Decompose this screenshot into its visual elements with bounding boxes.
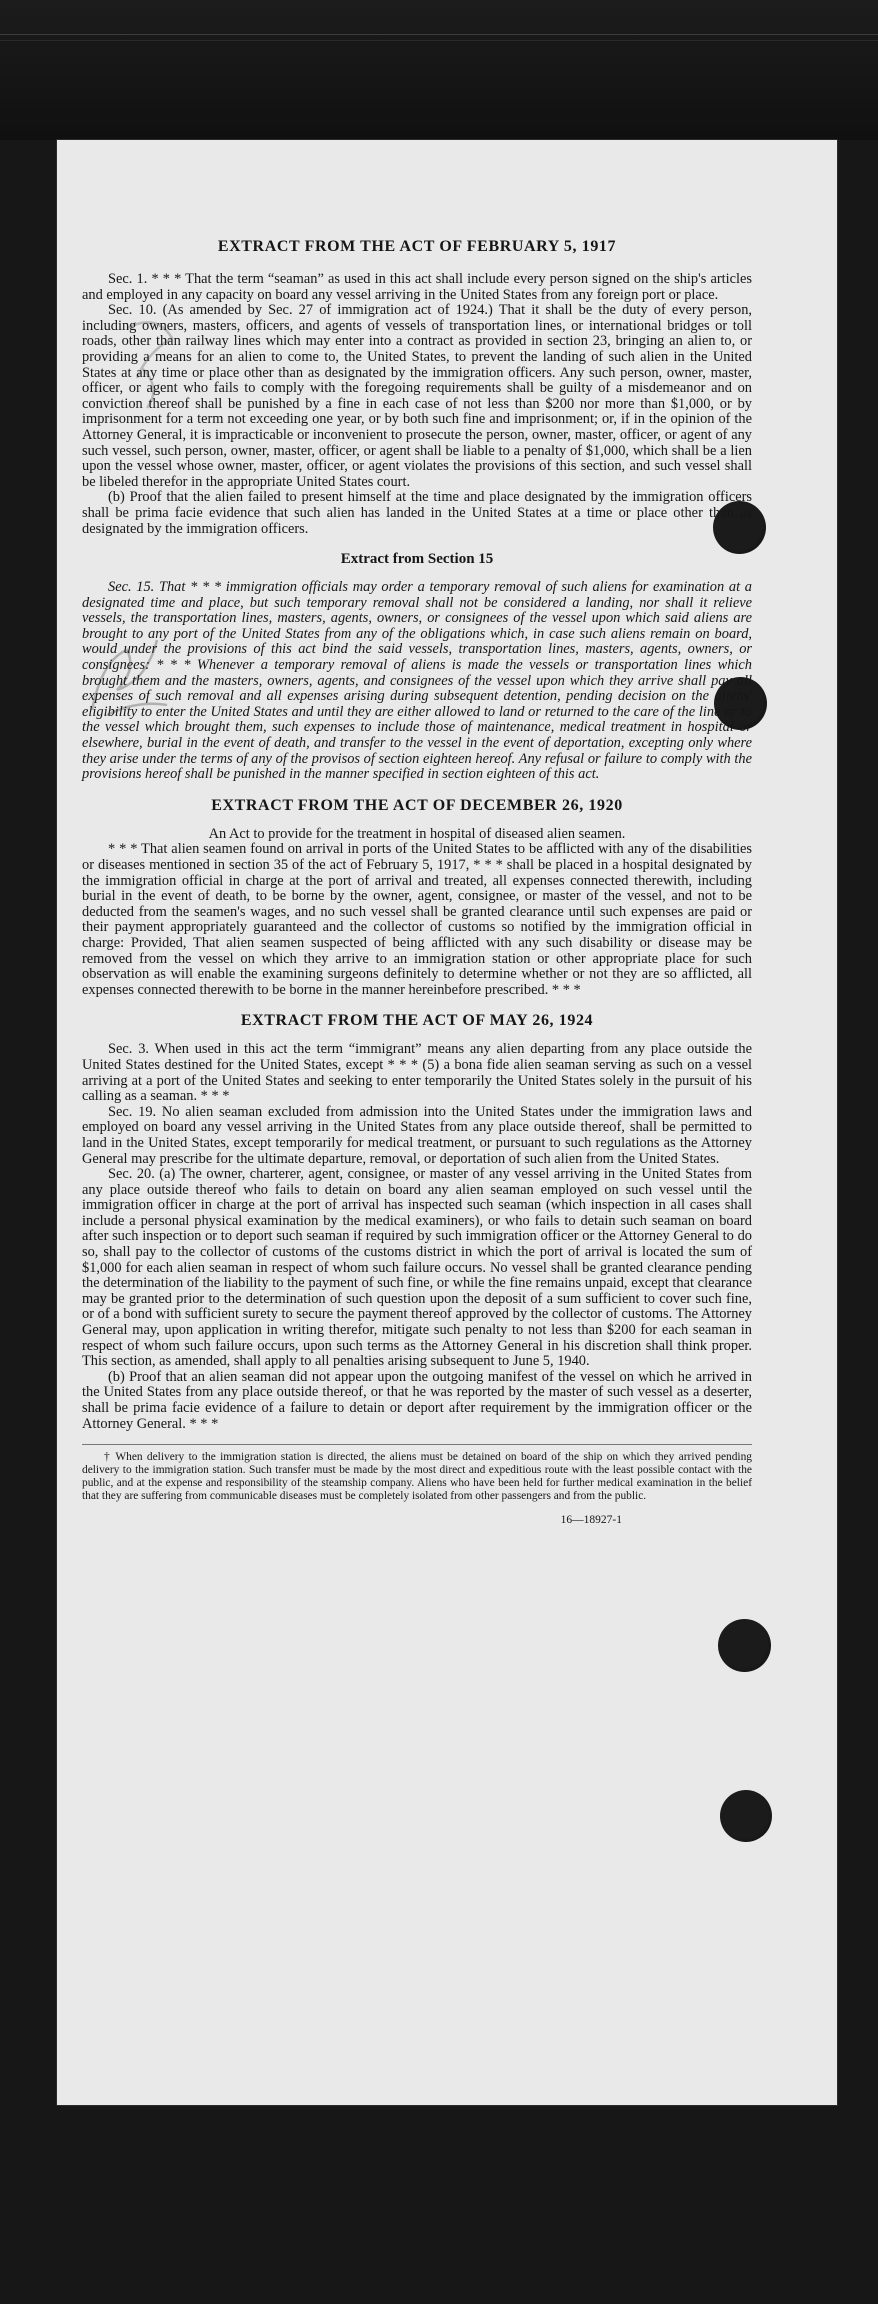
section-heading: EXTRACT FROM THE ACT OF DECEMBER 26, 1920 xyxy=(211,796,623,814)
paragraph: * * * That alien seamen found on arrival in ports of the United States to be afflicted with any of the disabilities or diseases mentioned in section 35 of the act of February 5, 1917, * * * shall be placed in a hospital designated by the immigration official in charge at the port of arrival and treated, all expenses connected therewith, including burial in the event of death, to be borne by the owner, agent, consignee, or master of the vessel, and not to be deducted from the seamen's wages, and no such vessel shall be granted clearance until such expenses are paid or their payment appropriately guaranteed and the collector of customs so notified by the immigration official in charge: Provided, That alien seamen suspected of being afflicted with any such disability or disease may be removed from the vessel on which they arrive to an immigration station or other appropriate place for such observation as will enable the examining surgeons definitely to determine whether or not they are so afflicted, all expenses connected therewith to be borne in the manner hereinbefore prescribed. * * * xyxy=(82,841,752,998)
footnote: † When delivery to the immigration station is directed, the aliens must be detained on board of the ship on which they arrived pending delivery to the immigration station. Such transfer must be made by the most direct and expeditious route with the least possible contact with the public, and at the expense and responsibility of the steamship company. Aliens who have been held for further medical examination in the belief that they are suffering from communicable diseases must be completely isolated from other passengers and from the public. xyxy=(82,1444,752,1503)
form-number: 16—18927-1 xyxy=(560,1514,622,1527)
paragraph: Sec. 20. (a) The owner, charterer, agent, consignee, or master of any vessel arriving in the United States from any place outside thereof who fails to detain on board any alien seaman employed on such vessel until the immigration officer in charge at the port of arrival has inspected such seaman (which inspection in all cases shall include a personal physical examination by the medical examiners), or who fails to detain such seaman on board after such inspection or to deport such seaman if required by such immigration officer or the Attorney General to do so, shall pay to the collector of customs of the customs district in which the port of arrival is located the sum of $1,000 for each alien seaman in respect of whom such failure occurs. No vessel shall be granted clearance pending the determination of the liability to the payment of such fine, or while the fine remains unpaid, except that clearance may be granted prior to the determination of such question upon the deposit of a sum sufficient to cover such fine, or of a bond with sufficient surety to secure the payment thereof approved by the collector of customs. The Attorney General may, upon application in writing therefor, mitigate such penalty to not less than $200 for each seaman in respect of whom such failure occurs, upon such terms as the Attorney General in his discretion shall think proper. This section, as amended, shall apply to all penalties arising subsequent to June 5, 1940. xyxy=(82,1166,752,1370)
punch-hole xyxy=(718,1619,771,1672)
paragraph: Sec. 15. That * * * immigration officials may order a temporary removal of such aliens for examination at a designated time and place, but such temporary removal shall not be considered a landing, nor shall it relieve vessels, the transportation lines, masters, agents, owners, or consignees of the vessel upon which said aliens are brought to any port of the United States from any of the obligations which, in case such aliens remain on board, would under the provisions of this act bind the said vessels, transportation lines, masters, agents, owners, or consignees: * * * Whenever a temporary removal of aliens is made the vessels or transportation lines which brought them and the masters, owners, agents, and consignees of the vessel upon which they arrive shall pay all expenses of such removal and all expenses arising during subsequent detention, pending decision on the aliens' eligibility to enter the United States and until they are either allowed to land or returned to the care of the line or to the vessel which brought them, such expenses to include those of maintenance, medical treatment in hospital or elsewhere, burial in the event of death, and transfer to the vessel in the event of deportation, excepting only where they arise under the terms of any of the provisos of section eighteen hereof. Any refusal or failure to comply with the provisions hereof shall be punished in the manner specified in section eighteen of this act. xyxy=(82,579,752,783)
punch-hole xyxy=(720,1790,772,1842)
document-body xyxy=(82,238,752,1529)
paragraph: Sec. 19. No alien seaman excluded from admission into the United States under the immigration laws and employed on board any vessel arriving in the United States from any place outside thereof, shall be permitted to land in the United States, except temporarily for medical treatment, or pursuant to such regulations as the Attorney General may prescribe for the ultimate departure, removal, or deportation of such alien from the United States. xyxy=(82,1103,752,1167)
paragraph: Sec. 10. (As amended by Sec. 27 of immigration act of 1924.) That it shall be the duty of every person, including owners, masters, officers, and agents of vessels of transportation lines, or international bridges or toll roads, other than railway lines which may enter into a contract as provided in section 23, bringing an alien to, or providing a means for an alien to come to, the United States, to prevent the landing of such alien in the United States at any time or place other than as designated by the immigration officers. Any such person, owner, master, officer, or agent who fails to comply with the foregoing requirements shall be guilty of a misdemeanor and on conviction thereof shall be punished by a fine in each case of not less than $200 nor more than $1,000, or by imprisonment for a term not exceeding one year, or by both such fine and imprisonment; or, if in the opinion of the Attorney General, it is impracticable or inconvenient to prosecute the person, owner, master, officer, or agent of any such vessel, such person, owner, master, officer, or agent shall be liable to a penalty of $1,000, which shall be a lien upon the vessel whose owner, master, officer, or agent violates the provisions of this section, and such vessel shall be libeled therefor in the appropriate United States court. xyxy=(82,302,752,490)
paragraph: An Act to provide for the treatment in hospital of diseased alien seamen. xyxy=(208,825,626,842)
section-heading: EXTRACT FROM THE ACT OF MAY 26, 1924 xyxy=(240,1012,594,1030)
scanner-background xyxy=(0,0,878,140)
paragraph: (b) Proof that the alien failed to present himself at the time and place designated by the immigration officers shall be prima facie evidence that such alien has landed in the United States at a time or place other than as designated by the immigration officers. xyxy=(82,489,752,537)
section-heading: Extract from Section 15 xyxy=(340,551,494,568)
section-heading: EXTRACT FROM THE ACT OF FEBRUARY 5, 1917 xyxy=(217,238,617,255)
paragraph: Sec. 1. * * * That the term “seaman” as used in this act shall include every person signed on the ship's articles and employed in any capacity on board any vessel arriving in the United States from any foreign port or place. xyxy=(82,271,752,303)
paragraph: Sec. 3. When used in this act the term “immigrant” means any alien departing from any place outside the United States destined for the United States, except * * * (5) a bona fide alien seaman serving as such on a vessel arriving at a port of the United States and seeking to enter temporarily the United States solely in the pursuit of his calling as a seaman. * * * xyxy=(82,1041,752,1105)
paragraph: (b) Proof that an alien seaman did not appear upon the outgoing manifest of the vessel on which he arrived in the United States from any place outside thereof, or that he was reported by the master of such vessel as a deserter, shall be prima facie evidence of a failure to detain or deport after requirement by the immigration officer or the Attorney General. * * * xyxy=(82,1368,752,1432)
